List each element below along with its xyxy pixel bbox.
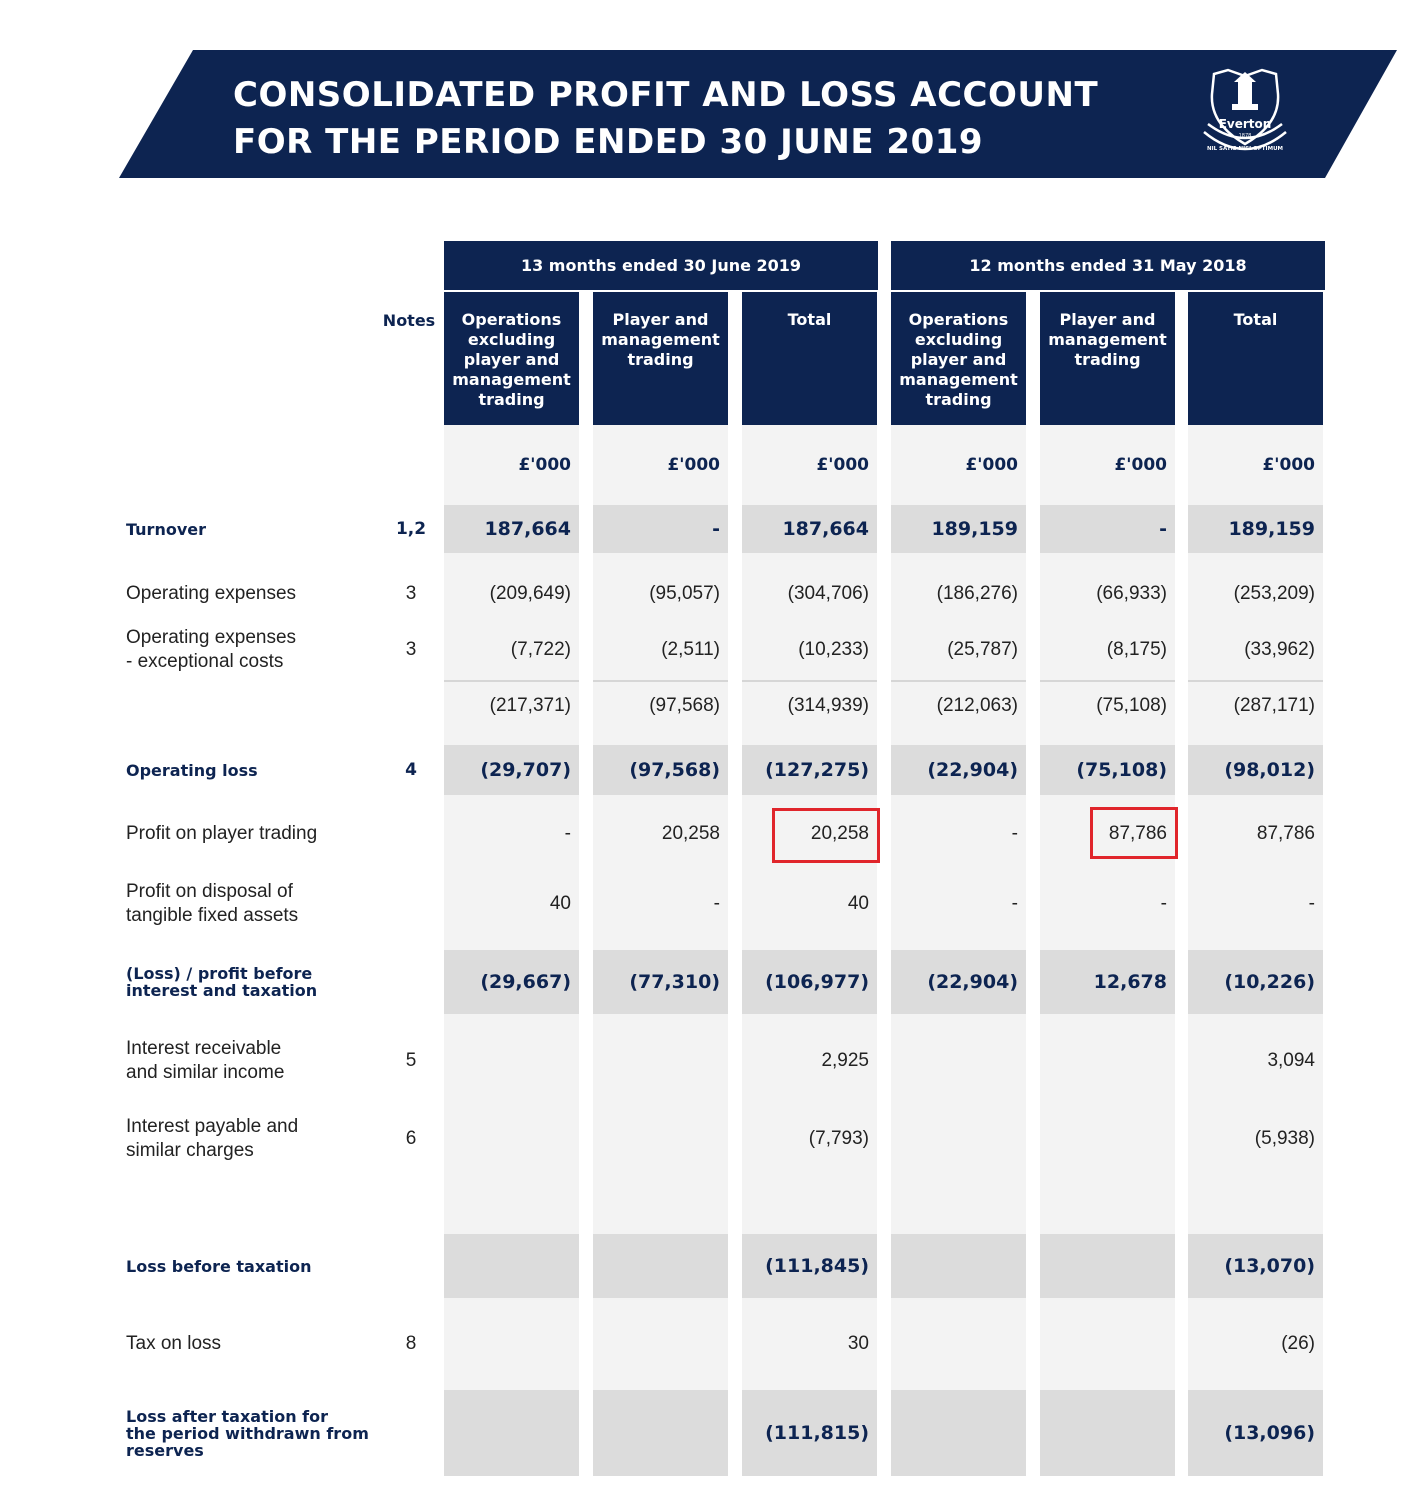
table-cell: (97,568) [649,695,720,716]
table-cell: 12,678 [1040,950,1175,1014]
row-note: 4 [405,760,417,780]
row-label [126,620,376,680]
table-cell [444,1106,579,1172]
column-header-line: trading [1074,350,1141,369]
column-header [891,292,1026,425]
table-cell [891,1106,1026,1172]
table-cell: 2,925 [821,1050,869,1071]
unit-label: £'000 [518,455,571,475]
table-cell [891,1312,1026,1376]
row-label-line: Interest receivable [126,1038,282,1059]
column-header-line: management [899,370,1018,389]
table-cell: (98,012) [1188,745,1323,795]
column-header-line: player and [463,350,560,369]
notes-header: Notes [382,311,436,330]
table-cell [1040,1106,1175,1172]
crest-name: Everton [1218,117,1272,131]
table-cell [593,1390,728,1476]
table-cell [593,1234,728,1298]
column-header-line: excluding [467,330,556,349]
table-cell: (33,962) [1244,639,1315,660]
table-cell [593,1106,728,1172]
subtotal-divider [444,680,579,682]
row-label-line: Operating expenses [126,583,297,604]
row-label [126,868,376,940]
column-header-line: management [601,330,720,349]
row-label-line: Profit on player trading [126,823,318,844]
row-label-line: similar charges [126,1140,254,1161]
column-header-line: trading [478,390,545,409]
table-cell: 189,159 [1188,505,1323,553]
title-line-2: FOR THE PERIOD ENDED 30 JUNE 2019 [233,122,984,162]
row-label [126,570,376,618]
row-label-line: interest and taxation [126,981,318,1000]
column-header-line: Total [787,310,832,329]
row-label-line: and similar income [126,1062,285,1083]
column-header-line: trading [925,390,992,409]
table-cell [593,1028,728,1094]
table-cell: (75,108) [1040,745,1175,795]
table-cell: (212,063) [936,695,1018,716]
unit-label: £'000 [965,455,1018,475]
row-label [126,950,376,1014]
column-header-line: trading [627,350,694,369]
row-label [126,1312,376,1376]
table-cell [1040,1028,1175,1094]
table-cell: 3,094 [1267,1050,1315,1071]
unit-label: £'000 [1262,455,1315,475]
table-cell: (186,276) [936,583,1018,604]
row-note: 1,2 [395,519,427,539]
table-cell [444,1390,579,1476]
table-cell: - [564,823,571,844]
table-cell: (22,904) [891,950,1026,1014]
table-cell: 187,664 [444,505,579,553]
unit-label: £'000 [667,455,720,475]
table-cell: (209,649) [489,583,571,604]
table-cell: (314,939) [787,695,869,716]
table-cell: 40 [549,893,571,914]
page-title [233,72,1098,166]
column-header-line: Total [1233,310,1278,329]
table-cell: - [1040,505,1175,553]
subtotal-divider [1040,680,1175,682]
row-label [126,505,376,553]
row-label-line: Tax on loss [126,1333,222,1354]
table-cell: (217,371) [489,695,571,716]
table-cell: - [713,893,720,914]
table-cell: (22,904) [891,745,1026,795]
row-label [126,1390,376,1476]
row-label-line: reserves [126,1440,204,1460]
table-cell: (7,793) [808,1128,869,1149]
row-label-line: (Loss) / profit before [126,964,313,983]
table-cell: (10,233) [798,639,869,660]
table-cell [444,1028,579,1094]
row-label-line: Operating loss [126,760,258,780]
row-label [126,1234,376,1298]
table-cell [891,1390,1026,1476]
column-header [1188,292,1323,425]
row-label-line: the period withdrawn from [126,1423,369,1443]
table-cell: - [1011,823,1018,844]
everton-crest-icon [1198,66,1292,162]
column-header-line: Player and [612,310,709,329]
period-header: 12 months ended 31 May 2018 [891,241,1325,290]
table-cell: (5,938) [1254,1128,1315,1149]
table-cell: (95,057) [649,583,720,604]
table-cell: (97,568) [593,745,728,795]
subtotal-divider [742,680,877,682]
table-cell: - [593,505,728,553]
unit-label: £'000 [1114,455,1167,475]
subtotal-divider [1188,680,1323,682]
subtotal-divider [891,680,1026,682]
column-header-line: Operations [461,310,562,329]
table-cell [891,1234,1026,1298]
row-note: 8 [405,1333,417,1354]
column-header [444,292,579,425]
table-cell: 40 [847,893,869,914]
table-cell: (29,667) [444,950,579,1014]
table-cell: (26) [1281,1333,1315,1354]
table-cell [1040,1390,1175,1476]
table-cell [444,1234,579,1298]
column-header-line: excluding [914,330,1003,349]
column-header-line: management [1048,330,1167,349]
row-label [126,745,376,795]
table-cell: (29,707) [444,745,579,795]
period-header: 13 months ended 30 June 2019 [444,241,878,290]
table-cell [1040,1234,1175,1298]
table-cell: 87,786 [1108,823,1167,844]
table-cell: (13,096) [1188,1390,1323,1476]
table-cell: (66,933) [1096,583,1167,604]
table-cell: 87,786 [1256,823,1315,844]
row-label-line: Operating expenses [126,627,297,648]
row-label-line: tangible fixed assets [126,905,299,926]
table-cell: (10,226) [1188,950,1323,1014]
table-cell: (127,275) [742,745,877,795]
row-label [126,1106,376,1172]
column-header-line: management [452,370,571,389]
table-cell: (25,787) [947,639,1018,660]
highlight-box [772,808,880,863]
row-note: 5 [405,1050,417,1071]
row-label-line: - exceptional costs [126,651,284,672]
highlight-box [1090,807,1178,859]
row-note: 3 [405,639,417,660]
table-cell: - [1160,893,1167,914]
table-cell [891,1028,1026,1094]
table-cell: (304,706) [787,583,869,604]
table-cell: (253,209) [1233,583,1315,604]
row-note: 3 [405,583,417,604]
table-cell: (106,977) [742,950,877,1014]
table-cell [1040,1312,1175,1376]
table-cell [444,1312,579,1376]
column-header [593,292,728,425]
unit-label: £'000 [816,455,869,475]
table-cell [593,1312,728,1376]
subtotal-divider [593,680,728,682]
table-cell: 30 [847,1333,869,1354]
table-cell: (111,815) [742,1390,877,1476]
column-header [742,292,877,425]
table-cell: - [1308,893,1315,914]
table-cell: (2,511) [661,639,720,660]
row-label-line: Profit on disposal of [126,881,293,902]
row-label-line: Loss before taxation [126,1256,312,1276]
table-cell: (111,845) [742,1234,877,1298]
table-cell: 187,664 [742,505,877,553]
row-label-line: Turnover [126,519,206,539]
table-cell: - [1011,893,1018,914]
column-header-line: Player and [1059,310,1156,329]
row-note: 6 [405,1128,417,1149]
crest-motto: NIL SATIS NISI OPTIMUM [1206,146,1284,152]
table-cell: (287,171) [1233,695,1315,716]
row-label [126,808,376,860]
table-cell: 20,258 [810,823,869,844]
column-header [1040,292,1175,425]
column-header-line: Operations [908,310,1009,329]
row-label-line: Loss after taxation for [126,1406,329,1426]
table-cell: 189,159 [891,505,1026,553]
crest-year: 1878 [1238,133,1252,139]
table-cell: (7,722) [510,639,571,660]
row-label [126,1028,376,1094]
table-cell: (77,310) [593,950,728,1014]
table-cell: (13,070) [1188,1234,1323,1298]
row-label-line: Interest payable and [126,1116,299,1137]
table-cell: (75,108) [1096,695,1167,716]
table-cell: 20,258 [661,823,720,844]
title-line-1: CONSOLIDATED PROFIT AND LOSS ACCOUNT [233,75,1099,115]
table-cell: (8,175) [1106,639,1167,660]
column-header-line: player and [910,350,1007,369]
